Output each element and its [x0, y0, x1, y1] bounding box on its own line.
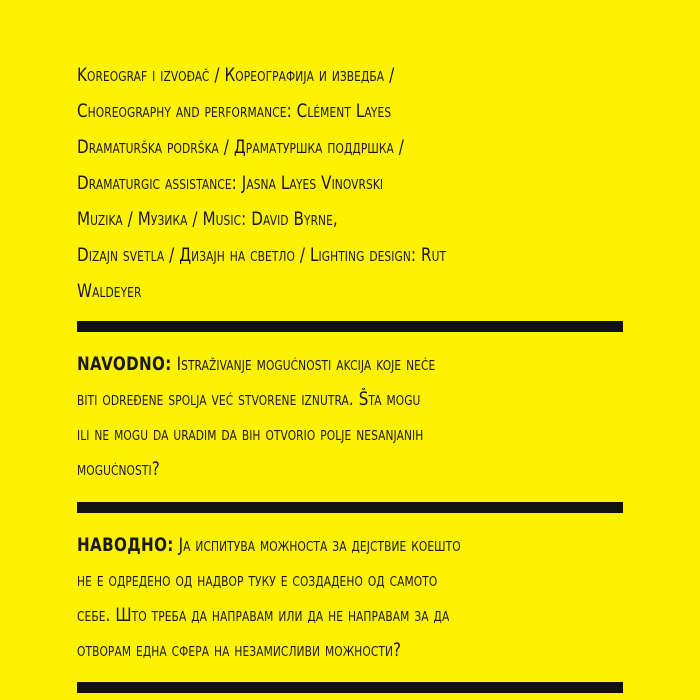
credit-line: Choreography and performance: Clément Layes: [77, 101, 392, 122]
credit-line: Waldeyer: [77, 281, 142, 302]
description-line: ili ne mogu da uradim da bih otvorio polje nesanjanih: [77, 424, 424, 445]
credit-line: Dramaturška podrška / Драматуршка поддршка /: [77, 137, 404, 158]
divider-rule: [77, 321, 623, 332]
description-line: не е одредено од надвор туку е создадено од самото: [77, 570, 438, 591]
description-text: Ја испитува можноста за дејствие коешто: [173, 535, 461, 556]
description-line: [77, 347, 526, 382]
divider-rule: [77, 682, 623, 693]
description-line: mogućnosti?: [77, 459, 160, 480]
description-line: себе. Што треба да направам или да не направам за да: [77, 605, 450, 626]
credits-block: [77, 58, 625, 310]
description-line: [77, 528, 526, 563]
program-text-block: [77, 58, 625, 683]
section-label: NAVODNO:: [77, 354, 172, 375]
credit-line: Muzika / Музика / Music: David Byrne,: [77, 209, 338, 230]
description-line: biti određene spolja već stvorene iznutra. Šta mogu: [77, 389, 421, 410]
serbian-description: [77, 332, 625, 502]
credit-line: Koreograf i izvođač / Кореографија и изведба /: [77, 65, 395, 86]
credit-line: Dramaturgic assistance: Jasna Layes Vinovrski: [77, 173, 384, 194]
section-label: НАВОДНО:: [77, 535, 174, 556]
credit-line: Dizajn svetla / Дизајн на светло / Lighting design: Rut: [77, 245, 447, 266]
macedonian-description: [77, 513, 625, 683]
divider-rule: [77, 502, 623, 513]
description-text: Istraživanje mogućnosti akcija koje neće: [171, 354, 436, 375]
description-line: отворам една сфера на незамисливи можности?: [77, 640, 402, 661]
